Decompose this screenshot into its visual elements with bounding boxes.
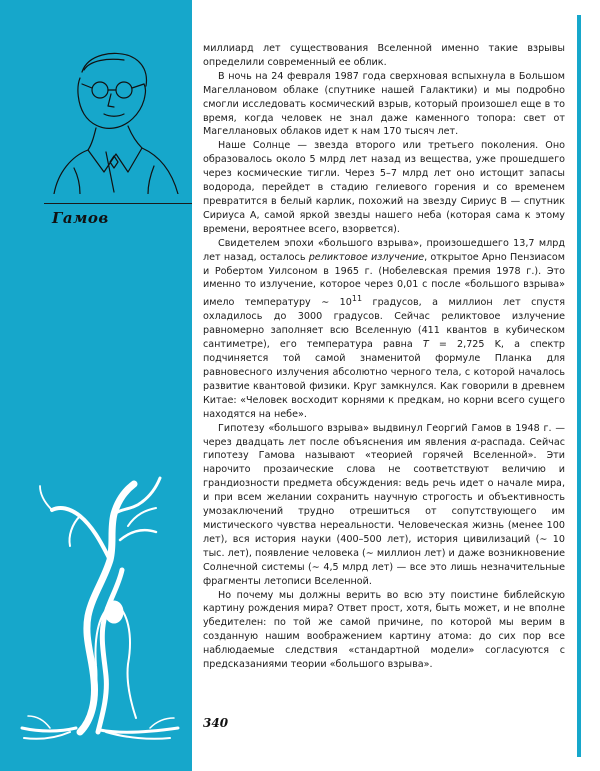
text-run: градусов, а миллион лет спустя охладилось до 3000 градусов. Сейчас реликтовое излучение равномерно заполняет всю Вселенную (411 квантов в кубическом сантиметре), его температура равна <box>203 297 565 351</box>
text-run: -распада. Сейчас гипотезу Гамова называют «теорией горячей Вселенной». Эти нарочито прозаические слова не соответствуют величию и грандиозности предмета обсуждения: ведь речь идет о начале мира, и при всем желании сохранить научную строгость и объективность умозаключений трудно отрешиться от сопутствующего им мистического чувства нереальности. Человеческая жизнь (менее 100 лет), вся история науки (400–500 лет), история цивилизаций (∼ 10 тыс. лет), появление человека (∼ миллион лет) и даже возникновение Солнечной системы (∼ 4,5 млрд лет) — все это лишь незначительные фрагменты летописи Вселенной. <box>203 436 565 587</box>
symbol-alpha: α <box>470 436 477 448</box>
exponent: 11 <box>351 294 363 304</box>
gamow-portrait-sketch-icon <box>44 44 184 194</box>
paragraph-1: миллиард лет существования Вселенной именно такие взрывы определили современный ее облик. <box>203 43 565 68</box>
paragraph-3: Наше Солнце — звезда второго или третьего поколения. Оно образовалось около 5 млрд лет назад из вещества, уже прошедшего через космические тигли. Через 5–7 млрд лет оно истощит запасы водорода, перейдет в стадию гелиевого горения и со временем превратится в белый карлик, похожий на звезду Сириус B — спутник Сириуса A, самой яркой звезды нашего неба (которая сама к этому времени, вероятнее всего, взорвется). <box>203 140 565 235</box>
tree-woman-illustration-icon <box>10 470 190 740</box>
text-run: Свидетелем эпохи «большого взрыва», произошедшего 13,7 млрд лет назад, осталось <box>203 237 565 263</box>
portrait-caption: Гамов <box>52 209 109 227</box>
right-margin-rule <box>577 15 581 757</box>
text-run: , открытое Арно Пензиасом и Робертом Уилсоном в 1965 г. (Нобелевская премия 1978 г.). Это именно то излучение, которое через 0,01 с после «большого взрыва» имело температуру ∼ 10 <box>203 251 565 309</box>
paragraph-5 <box>203 422 565 589</box>
symbol-temperature: T <box>422 339 429 351</box>
caption-rule <box>44 203 192 204</box>
text-run: Гипотезу «большого взрыва» выдвинул Георгий Гамов в 1948 г. — через двадцать лет после объяснения им явления <box>203 422 565 448</box>
paragraph-2: В ночь на 24 февраля 1987 года сверхновая вспыхнула в Большом Магеллановом облаке (спутнике нашей Галактики) и мы подробно смогли исследовать космический взрыв, который произошел еще в то время, когда человек не знал даже каменного топора: свет от Магеллановых облаков идет к нам 170 тысяч лет. <box>203 70 565 138</box>
term-relic-radiation: реликтовое излучение <box>308 251 425 263</box>
paragraph-4 <box>203 237 565 422</box>
page-number: 340 <box>203 716 229 730</box>
text-run: = 2,725 K, а спектр подчиняется той самой знаменитой формуле Планка для равновесного излучения абсолютно черного тела, с которой началось развитие квантовой физики. Круг замкнулся. Как говорили в древнем Китае: «Человек восходит корнями к предкам, но корни всего сущего находятся на небе». <box>203 339 565 420</box>
paragraph-6: Но почему мы должны верить во всю эту поистине библейскую картину рождения мира? Ответ прост, хотя, быть может, и не вполне убедителен: по той же самой причине, по которой мы верим в созданную нашим воображением картину атома: до сих пор все наблюдаемые следствия «стандартной модели» согласуются с предсказаниями теории «большого взрыва». <box>203 589 565 671</box>
main-text <box>203 42 565 672</box>
